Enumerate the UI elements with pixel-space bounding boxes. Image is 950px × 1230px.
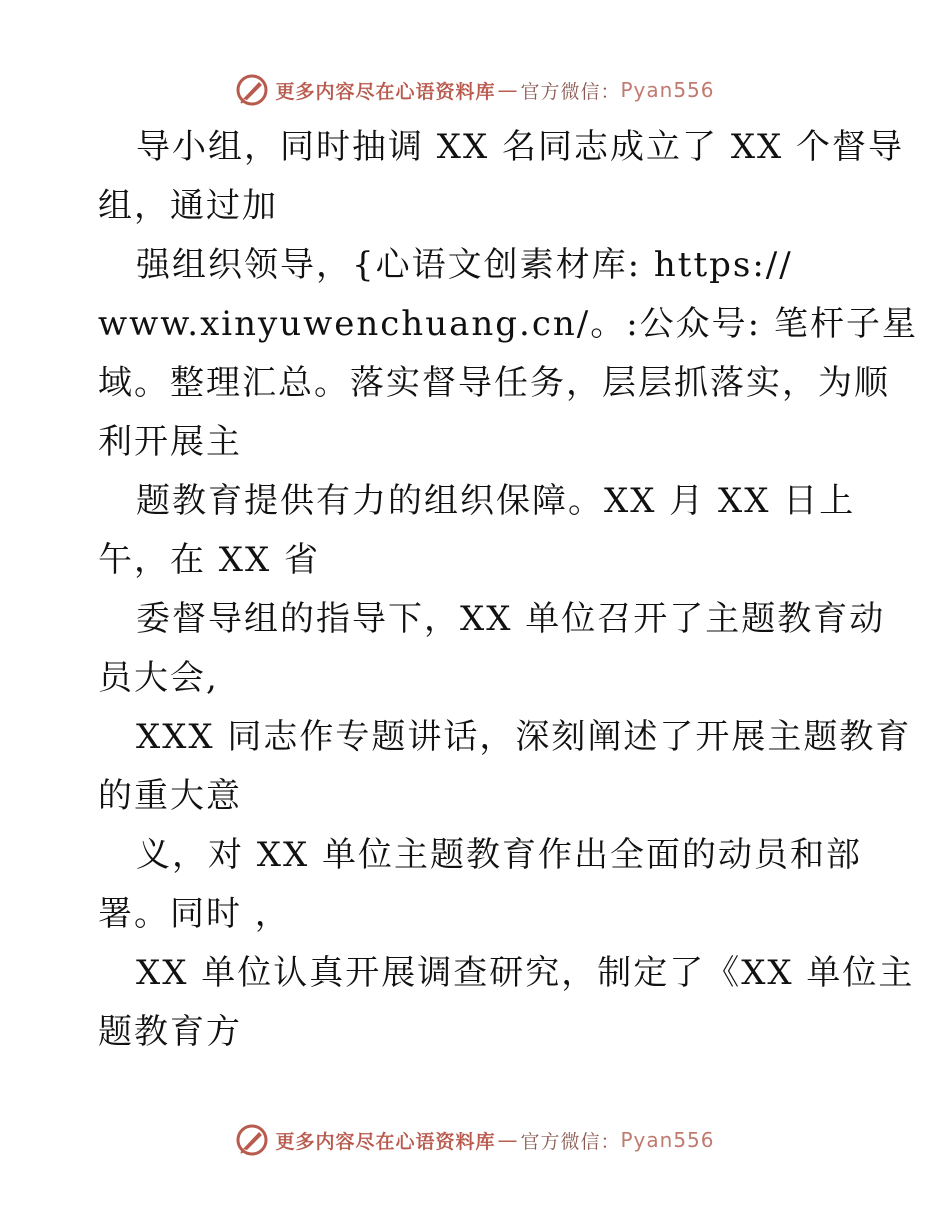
header-tagline: 更多内容尽在心语资料库: [275, 80, 496, 103]
body-line: 员大会,: [98, 658, 219, 698]
page-footer: [0, 1120, 950, 1160]
footer-wechat-id: Pyan556: [620, 1128, 715, 1152]
body-line: 利开展主: [98, 422, 242, 462]
body-line: XXX 同志作专题讲话，深刻阐述了开展主题教育: [136, 717, 912, 757]
body-line: 导小组，同时抽调 XX 名同志成立了 XX 个督导: [136, 127, 905, 167]
body-line: 强组织领导，{心语文创素材库: https://: [136, 245, 793, 285]
body-line: 的重大意: [98, 776, 242, 816]
footer-separator: —: [497, 1128, 519, 1152]
body-line: 域。整理汇总。落实督导任务，层层抓落实，为顺: [98, 363, 890, 403]
body-line: 委督导组的指导下，XX 单位召开了主题教育动: [136, 599, 886, 639]
body-line: 题教育方: [98, 1012, 242, 1052]
body-line: 题教育提供有力的组织保障。XX 月 XX 日上: [136, 481, 856, 521]
page-header: [0, 70, 950, 110]
header-wechat-id: Pyan556: [620, 78, 715, 102]
feather-pen-logo-icon: [235, 73, 269, 107]
header-separator: —: [497, 78, 519, 102]
body-line: 义，对 XX 单位主题教育作出全面的动员和部: [136, 835, 863, 875]
footer-tagline: 更多内容尽在心语资料库: [275, 1130, 496, 1153]
body-line: 午，在 XX 省: [98, 540, 321, 580]
document-body: [98, 118, 918, 1062]
body-line: 署。同时 ，: [98, 894, 291, 934]
feather-pen-logo-icon: [235, 1123, 269, 1157]
body-line: www.xinyuwenchuang.cn/。:公众号: 笔杆子星: [98, 304, 918, 344]
body-line: XX 单位认真开展调查研究，制定了《XX 单位主: [136, 953, 915, 993]
footer-wechat-label: 官方微信：: [520, 1130, 621, 1153]
body-line: 组，通过加: [98, 186, 278, 226]
header-wechat-label: 官方微信：: [520, 80, 621, 103]
